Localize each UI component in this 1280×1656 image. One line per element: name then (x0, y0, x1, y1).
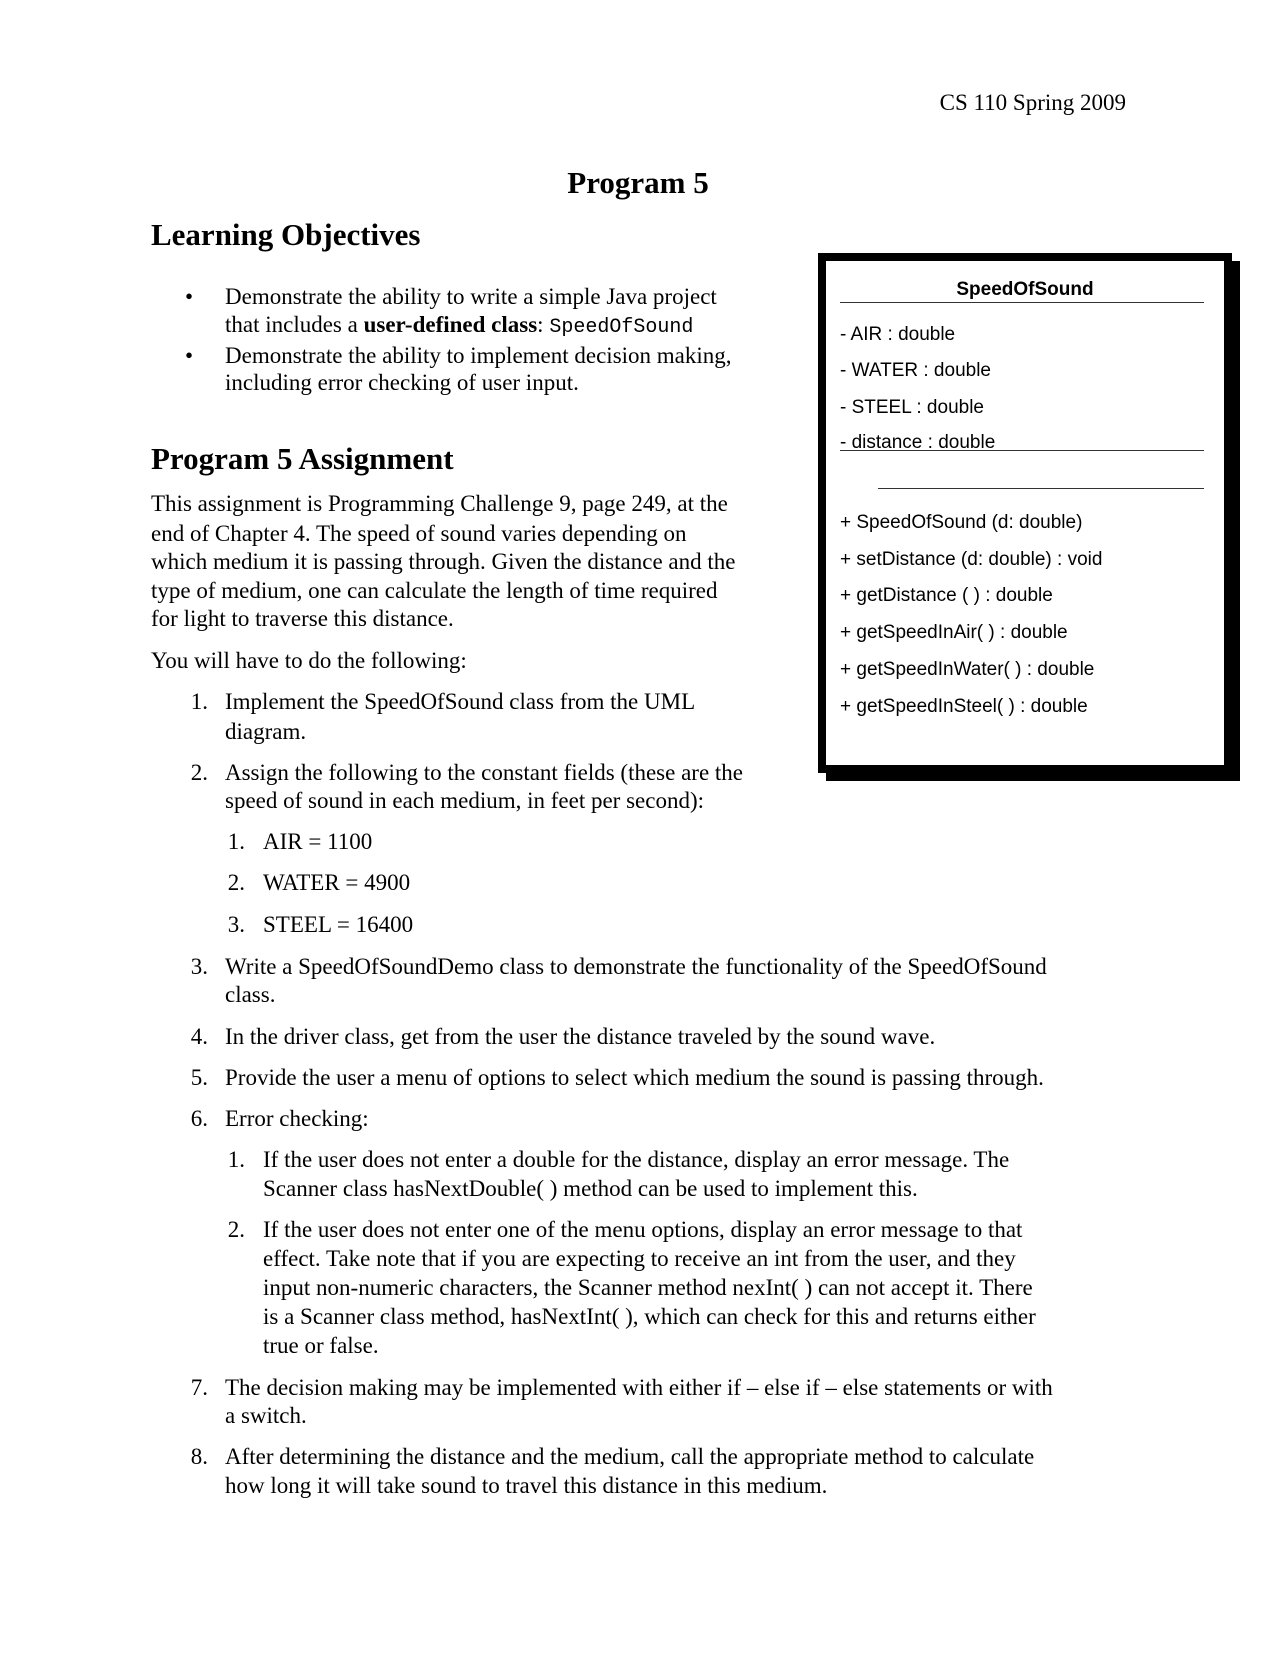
uml-method: + getSpeedInWater( ) : double (840, 659, 1095, 680)
substep-text: effect. Take note that if you are expecting to receive an int from the user, and they (263, 1246, 1016, 1271)
intro-text: type of medium, one can calculate the length of time required (151, 578, 718, 603)
substep-number: 1. (227, 1147, 245, 1172)
uml-method: + setDistance (d: double) : void (840, 549, 1103, 570)
step-text: Write a SpeedOfSoundDemo class to demonstrate the functionality of the SpeedOfSound (225, 954, 1047, 979)
step-text: Assign the following to the constant fields (these are the (225, 760, 744, 785)
substep-text: AIR = 1100 (263, 829, 373, 854)
uml-method: + getSpeedInAir( ) : double (840, 622, 1068, 643)
uml-class-name: SpeedOfSound (956, 279, 1094, 300)
objective-text: including error checking of user input. (225, 370, 579, 395)
step-number: 2. (190, 760, 208, 785)
step-text: how long it will take sound to travel this distance in this medium. (225, 1473, 828, 1498)
step-text: The decision making may be implemented with either if – else if – else statements or with (225, 1375, 1053, 1400)
substep-text: input non-numeric characters, the Scanner method nexInt( ) can not accept it. There (263, 1275, 1033, 1300)
intro-text: end of Chapter 4. The speed of sound varies depending on (151, 521, 687, 546)
uml-divider (840, 302, 1204, 303)
intro-text: for light to traverse this distance. (151, 606, 454, 631)
step-number: 1. (190, 689, 208, 714)
bullet: • (185, 343, 194, 368)
objective-text: that includes a user-defined class: SpeedOfSound (225, 312, 694, 339)
step-text: After determining the distance and the medium, call the appropriate method to calculate (225, 1444, 1035, 1469)
step-text: speed of sound in each medium, in feet per second): (225, 788, 705, 813)
uml-attribute: - AIR : double (840, 324, 956, 345)
step-number: 7. (190, 1375, 208, 1400)
uml-divider (840, 450, 1204, 451)
step-number: 4. (190, 1024, 208, 1049)
uml-attribute: - distance : double (840, 432, 996, 453)
step-text: In the driver class, get from the user the distance traveled by the sound wave. (225, 1024, 936, 1049)
step-number: 6. (190, 1106, 208, 1131)
intro-text: which medium it is passing through. Given the distance and the (151, 549, 736, 574)
intro-text: This assignment is Programming Challenge 9, page 249, at the (151, 491, 728, 516)
objective-text: Demonstrate the ability to write a simple Java project (225, 284, 717, 309)
course-header: CS 110 Spring 2009 (939, 90, 1126, 115)
bullet: • (185, 284, 194, 309)
class-name-code: SpeedOfSound (549, 316, 694, 339)
substep-number: 3. (227, 912, 245, 937)
substep-number: 1. (227, 829, 245, 854)
uml-method: + getDistance ( ) : double (840, 585, 1053, 606)
substep-text: is a Scanner class method, hasNextInt( ), which can check for this and returns either (263, 1304, 1036, 1329)
step-number: 3. (190, 954, 208, 979)
uml-attribute: - STEEL : double (840, 397, 984, 418)
substep-text: WATER = 4900 (263, 870, 411, 895)
step-text: Provide the user a menu of options to select which medium the sound is passing through. (225, 1065, 1044, 1090)
step-text: class. (225, 982, 276, 1007)
step-number: 8. (190, 1444, 208, 1469)
step-text: Error checking: (225, 1106, 369, 1131)
assignment-heading: Program 5 Assignment (151, 441, 454, 476)
substep-number: 2. (227, 870, 245, 895)
substep-number: 2. (227, 1217, 245, 1242)
substep-text: STEEL = 16400 (263, 912, 414, 937)
objective-text: Demonstrate the ability to implement decision making, (225, 343, 732, 368)
uml-class-diagram (818, 253, 1232, 773)
step-text: a switch. (225, 1403, 307, 1428)
substep-text: If the user does not enter a double for the distance, display an error message. The (263, 1147, 1010, 1172)
substep-text: true or false. (263, 1333, 379, 1358)
page-title: Program 5 (567, 165, 709, 200)
substep-text: If the user does not enter one of the menu options, display an error message to that (263, 1217, 1023, 1242)
lead-text: You will have to do the following: (151, 648, 467, 673)
step-number: 5. (190, 1065, 208, 1090)
uml-attribute: - WATER : double (840, 360, 991, 381)
uml-divider (878, 488, 1204, 489)
uml-method: + SpeedOfSound (d: double) (840, 512, 1083, 533)
substep-text: Scanner class hasNextDouble( ) method can be used to implement this. (263, 1176, 918, 1201)
step-text: Implement the SpeedOfSound class from the UML (225, 689, 696, 714)
uml-method: + getSpeedInSteel( ) : double (840, 696, 1088, 717)
objectives-heading: Learning Objectives (151, 217, 421, 252)
step-text: diagram. (225, 719, 307, 744)
